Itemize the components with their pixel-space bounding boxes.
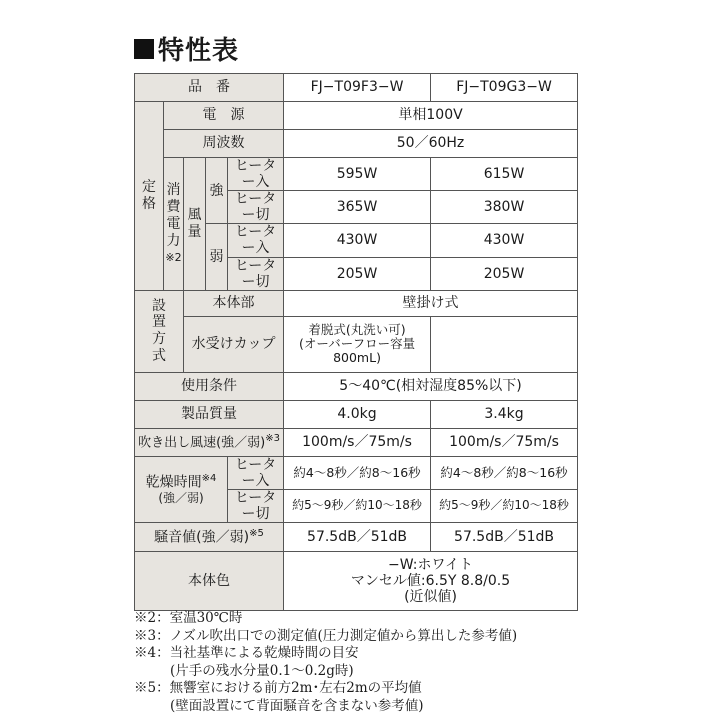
- strong-heater-off-label: ヒーター切: [228, 191, 284, 224]
- freq-value: 50／60Hz: [284, 130, 578, 158]
- noise-note: ※5: [249, 528, 264, 540]
- table-row: [135, 316, 578, 372]
- power-label: 電 源: [164, 102, 284, 130]
- header-model1: FJ−T09F3−W: [284, 74, 431, 102]
- install-tray-line2: (オーバーフロー容量800mL): [298, 336, 416, 366]
- footnotes: [134, 610, 694, 715]
- airflow-label: 風量: [187, 207, 202, 240]
- table-row: [135, 552, 578, 611]
- install-tray-line1: 着脱式(丸洗い可): [308, 321, 406, 337]
- drying-heater-off-label: ヒーター切: [228, 489, 284, 522]
- power-value: 単相100V: [284, 102, 578, 130]
- header-model2: FJ−T09G3−W: [431, 74, 578, 102]
- strong-heater-on-label: ヒーター入: [228, 158, 284, 191]
- page-title: [134, 30, 239, 67]
- install-tray-label: 水受けカップ: [184, 316, 284, 372]
- noise-label-cell: [135, 523, 284, 552]
- install-group-label: 設置方式: [151, 297, 166, 365]
- table-row: [135, 456, 578, 489]
- title-text: 特性表: [158, 36, 240, 66]
- note-5: ※5：無響室における前方2m･左右2mの平均値: [134, 680, 422, 696]
- install-tray-empty-diagonal: [431, 316, 578, 372]
- note-4-detail: (片手の残水分量0.1〜0.2g時): [170, 662, 354, 679]
- drying-off-model1: 約5〜9秒／約10〜18秒: [284, 489, 431, 522]
- strong-off-model2: 380W: [431, 191, 578, 224]
- table-row: [135, 523, 578, 552]
- speed-label: 吹き出し風速(強／弱): [138, 435, 266, 451]
- note-4: ※4：当社基準による乾燥時間の目安: [134, 645, 359, 661]
- conditions-value: 5〜40℃(相対湿度85%以下): [284, 372, 578, 400]
- spec-table: [134, 73, 578, 611]
- consumption-note: ※2: [165, 251, 182, 265]
- consumption-cell: [164, 158, 184, 291]
- freq-label: 周波数: [164, 130, 284, 158]
- drying-heater-on-label: ヒーター入: [228, 456, 284, 489]
- note-2: ※2：室温30℃時: [134, 610, 243, 626]
- mass-label: 製品質量: [135, 400, 284, 428]
- strong-on-model1: 595W: [284, 158, 431, 191]
- drying-note: ※4: [201, 472, 217, 484]
- title-square-icon: [134, 39, 154, 59]
- weak-heater-on-label: ヒーター入: [228, 224, 284, 257]
- speed-model1: 100m/s／75m/s: [284, 428, 431, 456]
- noise-model1: 57.5dB／51dB: [284, 523, 431, 552]
- drying-label: 乾燥時間: [145, 474, 202, 491]
- table-row: [135, 74, 578, 102]
- speed-model2: 100m/s／75m/s: [431, 428, 578, 456]
- install-tray-value: [284, 316, 431, 372]
- color-value: [284, 552, 578, 611]
- strong-on-model2: 615W: [431, 158, 578, 191]
- weak-off-model1: 205W: [284, 257, 431, 290]
- color-line2: マンセル値:6.5Y 8.8/0.5: [350, 573, 511, 590]
- color-label: 本体色: [135, 552, 284, 611]
- weak-off-model2: 205W: [431, 257, 578, 290]
- weak-heater-off-label: ヒーター切: [228, 257, 284, 290]
- table-row: [135, 372, 578, 400]
- color-line1: −W:ホワイト: [388, 556, 474, 573]
- note-5-detail: (壁面設置にて背面騒音を含まない参考値): [170, 697, 424, 714]
- consumption-label: 消費電力: [166, 182, 181, 249]
- install-group-cell: [135, 290, 184, 372]
- noise-label: 騒音値(強／弱): [154, 529, 250, 546]
- airflow-cell: [184, 158, 206, 291]
- table-row: [135, 400, 578, 428]
- conditions-label: 使用条件: [135, 372, 284, 400]
- drying-label-cell: [135, 456, 228, 522]
- drying-on-model1: 約4〜8秒／約8〜16秒: [284, 456, 431, 489]
- mass-model1: 4.0kg: [284, 400, 431, 428]
- weak-on-model1: 430W: [284, 224, 431, 257]
- note-3: ※3：ノズル吹出口での測定値(圧力測定値から算出した参考値): [134, 627, 518, 644]
- rating-group-label: 定格: [141, 179, 156, 212]
- weak-on-model2: 430W: [431, 224, 578, 257]
- table-row: [135, 130, 578, 158]
- mass-model2: 3.4kg: [431, 400, 578, 428]
- table-row: [135, 428, 578, 456]
- noise-model2: 57.5dB／51dB: [431, 523, 578, 552]
- table-row: [135, 158, 578, 191]
- rating-group-cell: [135, 102, 164, 291]
- install-body-value: 壁掛け式: [284, 290, 578, 316]
- table-row: [135, 290, 578, 316]
- drying-on-model2: 約4〜8秒／約8〜16秒: [431, 456, 578, 489]
- drying-sub: (強／弱): [158, 491, 204, 506]
- install-body-label: 本体部: [184, 290, 284, 316]
- color-line3: (近似値): [404, 589, 457, 606]
- weak-label: 弱: [206, 224, 228, 290]
- table-row: [135, 102, 578, 130]
- speed-note: ※3: [265, 433, 280, 445]
- drying-off-model2: 約5〜9秒／約10〜18秒: [431, 489, 578, 522]
- strong-label: 強: [206, 158, 228, 224]
- header-item: 品 番: [135, 74, 284, 102]
- speed-label-cell: [135, 428, 284, 456]
- strong-off-model1: 365W: [284, 191, 431, 224]
